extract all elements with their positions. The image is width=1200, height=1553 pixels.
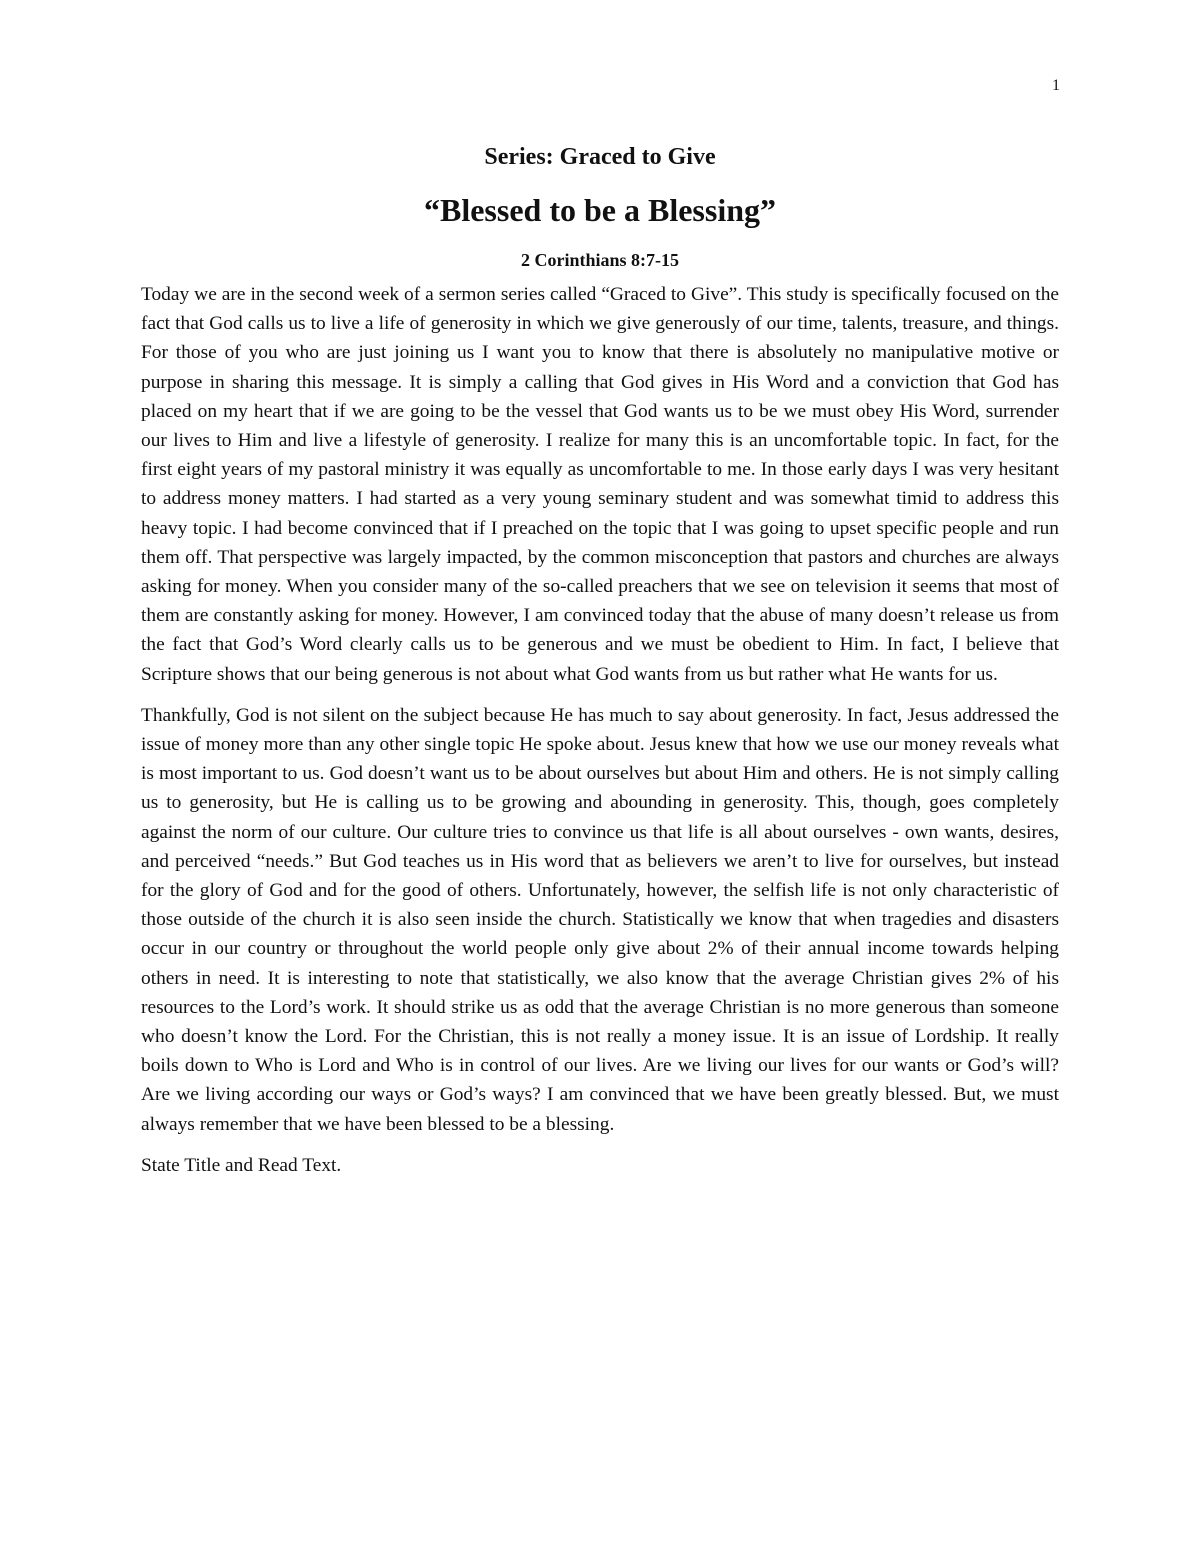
series-title: Series: Graced to Give <box>484 144 716 170</box>
page-number: 1 <box>1052 77 1060 94</box>
scripture-reference: 2 Corinthians 8:7-15 <box>520 250 679 270</box>
body-paragraph-1: Today we are in the second week of a sermon series called “Graced to Give”. This study is specifically focused on the fact that God calls us to live a life of generosity in which we give generously of our time, talents, treasure, and things. For those of you who are just joining us I want you to know that there is absolutely no manipulative motive or purpose in sharing this message. It is simply a calling that God gives in His Word and a conviction that God has placed on my heart that if we are going to be the vessel that God wants us to be we must obey His Word, surrender our lives to Him and live a lifestyle of generosity. I realize for many this is an uncomfortable topic. In fact, for the first eight years of my pastoral ministry it was equally as uncomfortable to me. In those early days I was very hesitant to address money matters. I had started as a very young seminary student and was somewhat timid to address this heavy topic. I had become convinced that if I preached on the topic that I was going to upset specific people and run them off. That perspective was largely impacted, by the common misconception that pastors and churches are always asking for money. When you consider many of the so-called preachers that we see on television it seems that most of them are constantly asking for money. However, I am convinced today that the abuse of many doesn’t release us from the fact that God’s Word clearly calls us to be generous and we must be obedient to Him. In fact, I believe that Scripture shows that our being generous is not about what God wants from us but rather what He wants for us. <box>141 284 1059 685</box>
document-content <box>141 140 1059 1180</box>
sermon-title: “Blessed to be a Blessing” <box>423 192 777 228</box>
body-paragraph-2: Thankfully, God is not silent on the subject because He has much to say about generosity. In fact, Jesus addressed the issue of money more than any other single topic He spoke about. Jesus knew that how we use our money reveals what is most important to us. God doesn’t want us to be about ourselves but about Him and others. He is not simply calling us to generosity, but He is calling us to be growing and abounding in generosity. This, though, goes completely against the norm of our culture. Our culture tries to convince us that life is all about ourselves - own wants, desires, and perceived “needs.” But God teaches us in His word that as believers we aren’t to live for ourselves, but instead for the glory of God and for the good of others. Unfortunately, however, the selfish life is not only characteristic of those outside of the church it is also seen inside the church. Statistically we know that when tragedies and disasters occur in our country or throughout the world people only give about 2% of their annual income towards helping others in need. It is interesting to note that statistically, we also know that the average Christian gives 2% of his resources to the Lord’s work. It should strike us as odd that the average Christian is no more generous than someone who doesn’t know the Lord. For the Christian, this is not really a money issue. It is an issue of Lordship. It really boils down to Who is Lord and Who is in control of our lives. Are we living our lives for our wants or God’s will? Are we living according our ways or God’s ways? I am convinced that we have been greatly blessed. But, we must always remember that we have been blessed to be a blessing. <box>141 704 1059 1135</box>
closing-instruction: State Title and Read Text. <box>141 1154 342 1176</box>
